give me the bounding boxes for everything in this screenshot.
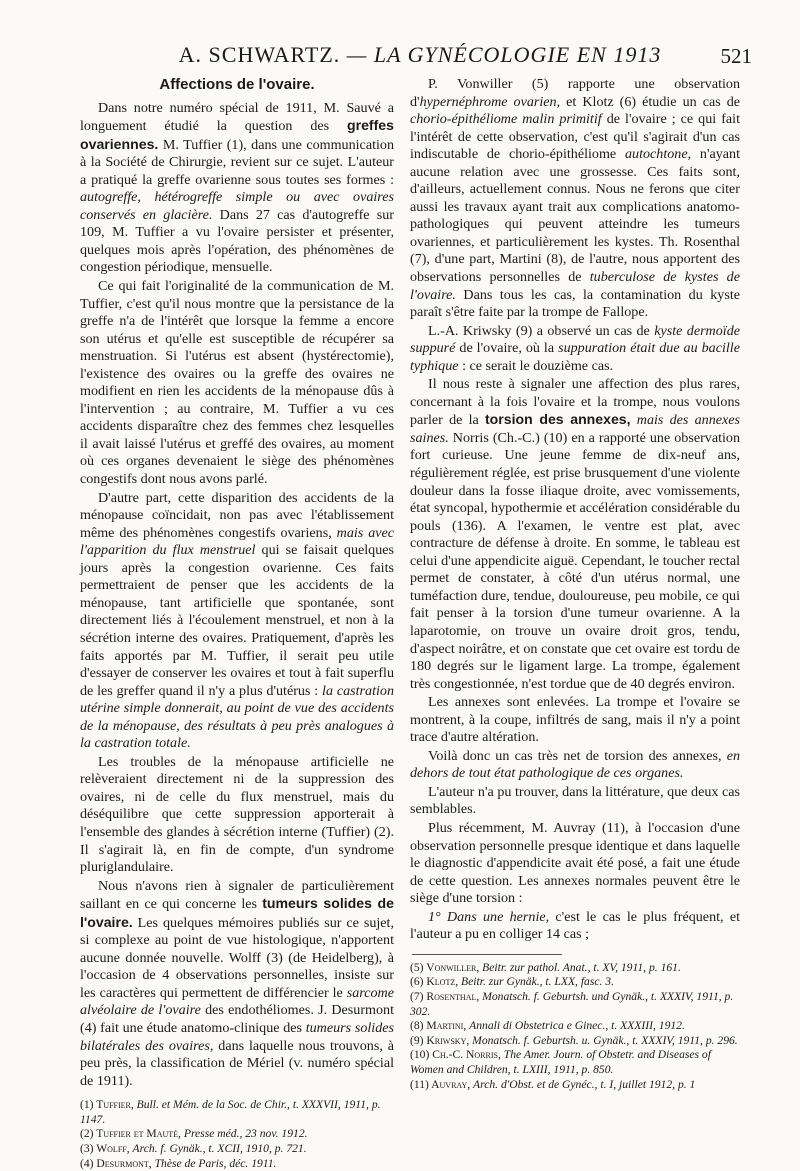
paragraph <box>410 748 740 783</box>
emphasis: chorio-épithéliome malin primitif <box>410 111 602 128</box>
text-run: Les quelques mémoires publiés sur ce sujet, si complexe au point de vue histologique, n'apportent aucune donnée nouvelle. Wolff (3) (de Heidelberg), à l'occasion de 4 observations personnelles, insiste sur les caractères qui permettent de différencier le <box>80 914 394 1001</box>
emphasis: kyste dermoïde suppuré <box>410 322 741 357</box>
emphasis: sarcome alvéolaire de l'ovaire <box>80 984 394 1019</box>
left-column <box>80 76 394 1171</box>
footnotes <box>410 961 740 1092</box>
footnotes <box>80 1098 394 1171</box>
text-run: Il nous reste à signaler une affection des plus rares, concernant à la fois l'ovaire et la trompe, nous voulons parler de la <box>410 376 740 429</box>
paragraph <box>410 376 740 693</box>
paragraph <box>80 878 394 1091</box>
text-run: M. Tuffier (1), dans une communication à la Société de Chirurgie, revient sur ce sujet. L'auteur a pratiqué la greffe ovarienne sous toutes ses formes : <box>80 136 394 188</box>
paragraph <box>80 100 394 277</box>
text-run: L.-A. Kriwsky (9) a observé un cas de <box>428 322 650 339</box>
paragraph <box>80 490 394 753</box>
footnote: (7) Rosenthal, Monatsch. f. Geburtsh. und Gynäk., t. XXXIV, 1911, p. 302. <box>410 989 734 1018</box>
text-run: : ce serait le douzième cas. <box>462 357 614 374</box>
footnote: (4) Desurmont, Thèse de Paris, déc. 1911. <box>80 1156 277 1170</box>
footnote: (9) Kriwsky, Monatsch. f. Geburtsh. u. Gynäk., t. XXXIV, 1911, p. 296. <box>410 1033 738 1047</box>
text-run: Dans notre numéro spécial de 1911, M. Sauvé a longuement étudié la question des <box>80 99 394 135</box>
emphasis: 1° Dans une hernie, <box>428 908 550 925</box>
running-head <box>80 42 760 68</box>
emphasis: autogreffe, hétérogreffe simple ou avec ovaires conservés en glacière. <box>80 189 394 223</box>
key-term: greffes ovariennes. <box>80 117 394 152</box>
text-run: des endothéliomes. J. Desurmont (4) fait une étude anatomo-clinique des <box>80 1002 394 1036</box>
text-run: c'est le cas le plus fréquent, et l'auteur a pu en colliger 14 cas ; <box>410 908 740 943</box>
text-run: de l'ovaire ; ce qui fait l'intérêt de cette observation, c'est qu'il s'agirait d'un cas indiscutable de chorio-épithéliome <box>410 111 740 163</box>
text-run: qui se faisait quelques jours après la congestion ovarienne. Ces faits permettraient de penser que les accidents de la ménopause, tant artificielle que spontanée, sont directement liés à l'écoulement menstruel, et non à la sécrétion interne des ovaires. Pratiquement, d'après les faits apportés par M. Tuffier, il serait peu utile d'essayer de conserver les ovaires et tout à fait superflu de les greffer quand il n'y a plus d'utérus : <box>80 542 395 699</box>
emphasis: en dehors de tout état pathologique de ces organes. <box>410 747 740 782</box>
footnote: (5) Vonwiller, Beitr. zur pathol. Anat., t. XV, 1911, p. 161. <box>410 960 681 974</box>
emphasis: tuberculose de kystes de l'ovaire. <box>410 269 740 303</box>
paragraph: Les annexes sont enlevées. La trompe et l'ovaire se montrent, à la coupe, infiltrés de sang, mais il n'y a point trace d'autre altération. <box>410 694 740 746</box>
text-run: Nous n'avons rien à signaler de particulièrement saillant en ce qui concerne les <box>80 877 394 913</box>
emphasis: suppuration était due au bacille typhique <box>410 340 740 374</box>
paragraph: Plus récemment, M. Auvray (11), à l'occasion d'une observation personnelle presque identique et dans laquelle le diagnostic d'appendicite avait été posé, a fait une étude de cette question. Les annexes normales peuvent être le siège d'une torsion : <box>410 819 740 907</box>
paragraph <box>410 323 740 376</box>
footnote: (8) Martini, Annali di Obstetrica e Ginec., t. XXXIII, 1912. <box>410 1019 685 1033</box>
text-run: dans laquelle nous trouvons, à peu près, la classification de Mériel (v. numéro spécial de 1911). <box>80 1037 395 1089</box>
paragraph: Ce qui fait l'originalité de la communication de M. Tuffier, c'est qu'il nous montre que la persistance de la greffe n'a de l'intérêt que lorsque la femme a encore son utérus et qu'elle est susceptible de récupérer sa menstruation. Si l'utérus est absent (hystérectomie), l'existence des ovaires ou la greffe des ovaires ne modifient en rien les accidents de la ménopause dûs à l'intervention ; au contraire, M. Tuffier a vu ces accidents disparaître chez des femmes chez lesquelles il avait laissé l'utérus et greffé des ovaires, au moment où ces organes devenaient le siège des phénomènes congestifs dont nous avons parlé. <box>80 278 394 488</box>
paragraph <box>410 909 740 944</box>
emphasis: autochtone, <box>624 146 692 163</box>
paragraph: Les troubles de la ménopause artificielle ne relèveraient directement ni de la suppression des ovaires, ni de celle du flux menstruel, mais du déséquilibre que cette suppression apporterait à l'ensemble des glandes à sécrétion interne (Tuffier) (2). Il s'agirait là, en fin de compte, d'un syndrome pluriglandulaire. <box>80 753 394 876</box>
text-run: n'ayant aucune relation avec une grossesse. Ces faits sont, d'ailleurs, actuellement connus. Nous ne ferons que citer aussi les travaux ayant trait aux complications anatomo-pathologiques qui peuvent atteindre les tumeurs ovariennes, et particulièrement les kystes. Th. Rosenthal (7), d'une part, Martini (8), de l'autre, nous apportent des observations personnelles de <box>410 146 741 286</box>
footnote: (10) Ch.-C. Norris, The Amer. Journ. of Obstetr. and Diseases of Women and Children, t. LXIII, 1911, p. 850. <box>410 1048 711 1076</box>
emphasis: mais des annexes saines. <box>410 412 741 446</box>
footnote: (1) Tuffier, Bull. et Mém. de la Soc. de Chir., t. XXXVII, 1911, p. 1147. <box>80 1098 381 1126</box>
section-heading: Affections de l'ovaire. <box>159 76 315 93</box>
text-run: D'autre part, cette disparition des accidents de la ménopause coïncidait, non pas avec l'établissement même des phénomènes congestifs ovariens, <box>80 489 394 541</box>
text-run: Voilà donc un cas très net de torsion des annexes, <box>428 747 722 764</box>
footnote-divider <box>412 954 562 955</box>
text-run: Norris (Ch.-C.) (10) en a rapporté une observation fort curieuse. Une jeune femme de dix-neuf ans, régulièrement réglée, est prise brusquement d'une violente douleur dans la fosse iliaque droite, avec vomissements, état syncopal, hypothermie et accélération considérable du pouls (136). A l'examen, le ventre est plat, avec contracture de défense à droite. En somme, le tableau est celui d'une appendicite aiguë. Cependant, le toucher rectal permet de constater, à côté d'un utérus normal, une tuméfaction dure, tendue, douloureuse, peu mobile, ce qui fait penser à la torsion d'une tumeur ovarienne. A la laparotomie, on trouve un ovaire droit gros, tendu, d'aspect noirâtre, et on constate que cet ovaire est tordu de 180 degrés sur le ligament large. La trompe, également très congestionnée, n'est tordue que de 40 degrés environ. <box>410 429 741 692</box>
header-title: LA GYNÉCOLOGIE EN 1913 <box>373 42 662 67</box>
header-dash: — <box>346 42 368 67</box>
emphasis: la castration utérine simple donnerait, au point de vue des accidents de la ménopause, des résultats à peu près analogues à la castration totale. <box>80 682 394 752</box>
key-term: torsion des annexes, <box>484 411 631 428</box>
footnote: (11) Auvray, Arch. d'Obst. et de Gynéc., t. I, juillet 1912, p. 1 <box>410 1077 696 1091</box>
paragraph: L'auteur n'a pu trouver, dans la littérature, que deux cas semblables. <box>410 783 740 818</box>
right-column <box>410 76 740 1092</box>
key-term: tumeurs solides de l'ovaire. <box>80 895 394 930</box>
emphasis: mais avec l'apparition du flux menstruel <box>80 524 395 559</box>
header-author: A. SCHWARTZ. <box>178 42 341 67</box>
footnote: (6) Klotz, Beitr. zur Gynäk., t. LXX, fasc. 3. <box>410 975 615 989</box>
footnote: (3) Wolff, Arch. f. Gynäk., t. XCII, 1910, p. 721. <box>80 1141 307 1155</box>
page-number: 521 <box>720 44 752 68</box>
text-run: Dans 27 cas d'autogreffe sur 109, M. Tuffier a vu l'ovaire persister et présenter, quelques mois après l'opération, des phénomènes de congestion périodique, mensuelle. <box>80 206 394 276</box>
text-run: de l'ovaire, où la <box>459 340 555 357</box>
text-run: et Klotz (6) étudie un cas de <box>566 93 741 110</box>
text-run: P. Vonwiller (5) rapporte une observation d' <box>410 76 740 110</box>
paragraph <box>410 76 740 322</box>
footnote: (2) Tuffier et Mauté, Presse méd., 23 nov. 1912. <box>80 1127 308 1141</box>
emphasis: tumeurs solides bilatérales des ovaires, <box>80 1019 394 1054</box>
text-run: Dans tous les cas, la contamination du kyste paraît s'être faite par la trompe de Fallope. <box>410 286 740 321</box>
emphasis: hypernéphrome ovarien, <box>419 93 561 110</box>
